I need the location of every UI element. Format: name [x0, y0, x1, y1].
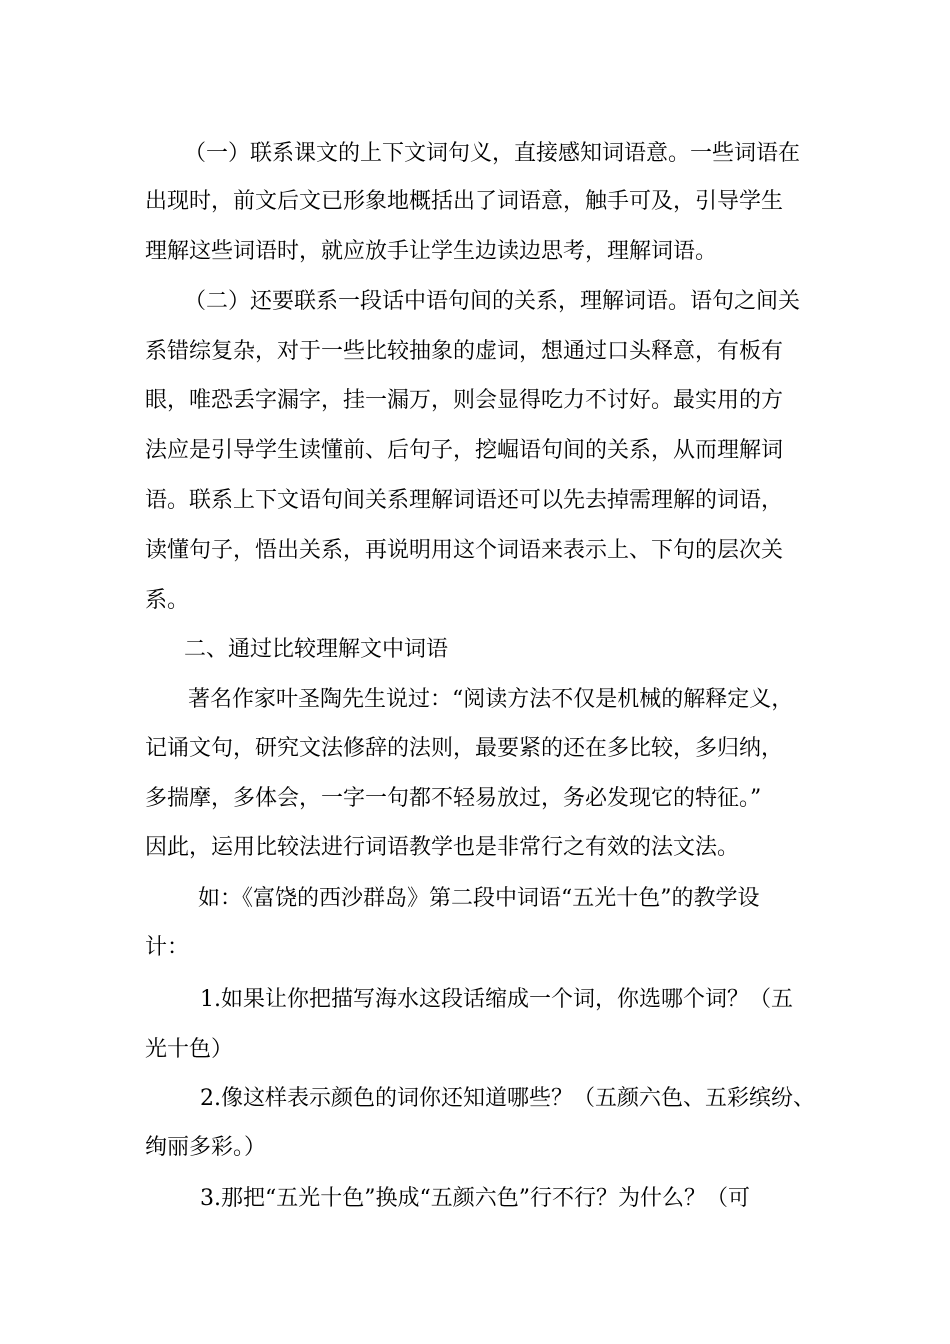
text-line: 语。联系上下文语句间关系理解词语还可以先去掉需理解的词语， [145, 488, 784, 513]
text-line: 绚丽多彩。） [145, 1135, 267, 1160]
text-line: 因此，运用比较法进行词语教学也是非常行之有效的法文法。 [145, 835, 740, 860]
list-item: 3.那把“五光十色”换成“五颜六色”行不行？为什么？（可 [200, 1186, 750, 1211]
list-item: 1.如果让你把描写海水这段话缩成一个词，你选哪个词？（五 [200, 987, 793, 1012]
text-line: 出现时，前文后文已形象地概括出了词语意，触手可及，引导学生 [145, 189, 784, 214]
text-line: 系错综复杂，对于一些比较抽象的虚词，想通过口头释意，有板有 [145, 339, 784, 364]
text-line: 记诵文句，研究文法修辞的法则，最要紧的还在多比较，多归纳， [145, 736, 784, 761]
text-line: （一）联系课文的上下文词句义，直接感知词语意。一些词语在 [184, 141, 801, 166]
text-line: 眼，唯恐丢字漏字，挂一漏万，则会显得吃力不讨好。最实用的方 [145, 388, 784, 413]
text-line: 著名作家叶圣陶先生说过：“阅读方法不仅是机械的解释定义， [188, 687, 794, 712]
text-line: 光十色） [145, 1037, 234, 1062]
text-line: 多揣摩，多体会，一字一句都不轻易放过，务必发现它的特征。” [145, 786, 762, 811]
section-heading: 二、通过比较理解文中词语 [184, 637, 449, 662]
text-line: 如：《富饶的西沙群岛》第二段中词语“五光十色”的教学设 [198, 886, 760, 911]
text-line: 系。 [145, 588, 190, 613]
text-line: 读懂句子，悟出关系，再说明用这个词语来表示上、下句的层次关 [145, 538, 784, 563]
text-line: 理解这些词语时，就应放手让学生边读边思考，理解词语。 [145, 239, 718, 264]
text-line: （二）还要联系一段话中语句间的关系，理解词语。语句之间关 [184, 289, 801, 314]
list-item: 2.像这样表示颜色的词你还知道哪些？（五颜六色、五彩缤纷、 [200, 1086, 815, 1111]
text-line: 法应是引导学生读懂前、后句子，挖崛语句间的关系，从而理解词 [145, 438, 784, 463]
text-line: 计： [145, 935, 190, 960]
